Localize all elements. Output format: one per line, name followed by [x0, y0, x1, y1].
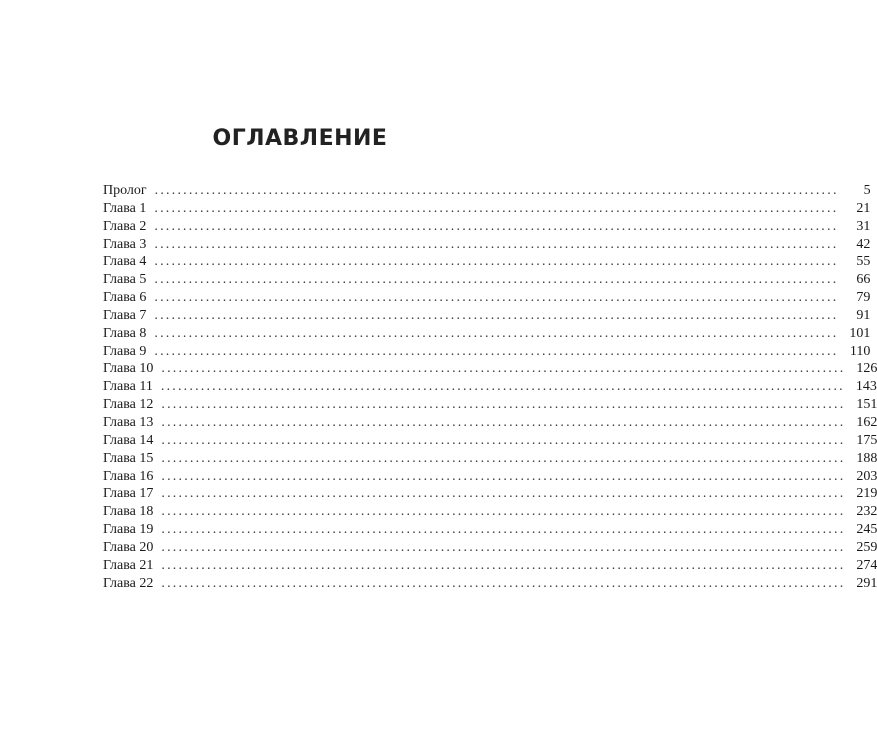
table-of-contents [103, 182, 877, 592]
toc-entry-page: 42 [856, 236, 871, 252]
toc-leader-dots: ........................................................................................................................ [161, 468, 846, 484]
toc-entry-page: 66 [856, 272, 871, 288]
toc-entry [103, 378, 877, 396]
toc-entry [103, 343, 871, 361]
toc-entry-page: 203 [856, 468, 877, 484]
toc-entry [103, 450, 877, 468]
toc-leader-dots: ........................................................................................................................ [154, 200, 839, 216]
toc-entry [103, 307, 871, 325]
toc-leader-dots: ........................................................................................................................ [161, 432, 846, 448]
toc-leader-dots: ........................................................................................................................ [154, 343, 839, 359]
toc-entry-page: 175 [856, 432, 877, 448]
toc-entry-page: 259 [856, 539, 877, 555]
toc-entry-page: 91 [856, 307, 871, 323]
toc-entry [103, 253, 871, 271]
toc-entry-page: 188 [856, 450, 877, 466]
toc-entry-label: Глава 17 [103, 486, 154, 502]
toc-entry-label: Глава 3 [103, 236, 147, 252]
toc-entry-label: Глава 1 [103, 200, 147, 216]
page-title: ОГЛАВЛЕНИЕ [212, 126, 388, 151]
toc-leader-dots: ........................................................................................................................ [154, 325, 839, 341]
toc-entry [103, 414, 877, 432]
toc-entry-page: 219 [856, 486, 877, 502]
toc-entry-label: Глава 21 [103, 557, 154, 573]
toc-entry-label: Глава 20 [103, 539, 154, 555]
toc-entry [103, 218, 871, 236]
toc-entry-label: Глава 9 [103, 343, 147, 359]
toc-entry [103, 360, 877, 378]
toc-entry-page: 101 [849, 325, 871, 341]
toc-entry [103, 200, 871, 218]
toc-entry-label: Глава 13 [103, 414, 154, 430]
toc-entry-label: Глава 19 [103, 522, 154, 538]
toc-entry-page: 245 [856, 522, 877, 538]
toc-entry-label: Глава 4 [103, 254, 147, 270]
toc-entry-page: 151 [856, 397, 877, 413]
toc-leader-dots: ........................................................................................................................ [161, 522, 846, 538]
toc-entry-page: 5 [863, 183, 871, 198]
toc-entry [103, 289, 871, 307]
toc-entry-label: Глава 22 [103, 575, 154, 591]
toc-entry [103, 271, 871, 289]
toc-leader-dots: ........................................................................................................................ [161, 361, 846, 377]
toc-leader-dots: ........................................................................................................................ [154, 272, 839, 288]
toc-entry-label: Глава 7 [103, 307, 147, 323]
toc-entry-page: 232 [856, 504, 877, 520]
toc-entry-label: Глава 18 [103, 504, 154, 520]
toc-entry [103, 521, 877, 539]
toc-leader-dots: ........................................................................................................................ [154, 183, 839, 198]
toc-entry-label: Глава 10 [103, 361, 154, 377]
toc-entry-page: 110 [849, 343, 871, 359]
toc-entry-page: 31 [856, 218, 871, 234]
toc-entry-page: 126 [856, 361, 877, 377]
toc-entry [103, 557, 877, 575]
toc-leader-dots: ........................................................................................................................ [154, 307, 839, 323]
toc-entry [103, 575, 877, 593]
toc-leader-dots: ........................................................................................................................ [161, 450, 846, 466]
toc-entry [103, 503, 877, 521]
toc-entry-label: Глава 16 [103, 468, 154, 484]
toc-entry-label: Глава 5 [103, 272, 147, 288]
toc-entry-page: 162 [856, 414, 877, 430]
toc-entry-label: Глава 11 [103, 379, 153, 395]
toc-entry-label: Глава 14 [103, 432, 154, 448]
toc-entry [103, 432, 877, 450]
toc-entry [103, 236, 871, 254]
toc-leader-dots: ........................................................................................................................ [161, 504, 846, 520]
toc-leader-dots: ........................................................................................................................ [161, 414, 846, 430]
toc-entry [103, 539, 877, 557]
toc-entry-page: 79 [856, 290, 871, 306]
toc-leader-dots: ........................................................................................................................ [160, 379, 845, 395]
toc-leader-dots: ........................................................................................................................ [154, 218, 839, 234]
toc-entry-label: Глава 15 [103, 450, 154, 466]
toc-entry-page: 143 [855, 379, 877, 395]
toc-entry [103, 396, 877, 414]
toc-leader-dots: ........................................................................................................................ [161, 539, 846, 555]
toc-entry [103, 325, 871, 343]
toc-entry-label: Глава 2 [103, 218, 147, 234]
toc-leader-dots: ........................................................................................................................ [154, 290, 839, 306]
toc-leader-dots: ........................................................................................................................ [161, 486, 846, 502]
toc-leader-dots: ........................................................................................................................ [154, 254, 839, 270]
toc-entry-label: Глава 12 [103, 397, 154, 413]
toc-entry-page: 55 [856, 254, 871, 270]
toc-entry-page: 274 [856, 557, 877, 573]
toc-leader-dots: ........................................................................................................................ [161, 557, 846, 573]
toc-entry [103, 485, 877, 503]
toc-entry-page: 291 [856, 575, 877, 591]
toc-leader-dots: ........................................................................................................................ [161, 397, 846, 413]
toc-entry [103, 182, 871, 200]
toc-entry-label: Пролог [103, 183, 147, 198]
toc-entry-label: Глава 8 [103, 325, 147, 341]
toc-entry [103, 468, 877, 486]
toc-leader-dots: ........................................................................................................................ [161, 575, 846, 591]
toc-entry-label: Глава 6 [103, 290, 147, 306]
toc-entry-page: 21 [856, 200, 871, 216]
toc-leader-dots: ........................................................................................................................ [154, 236, 839, 252]
